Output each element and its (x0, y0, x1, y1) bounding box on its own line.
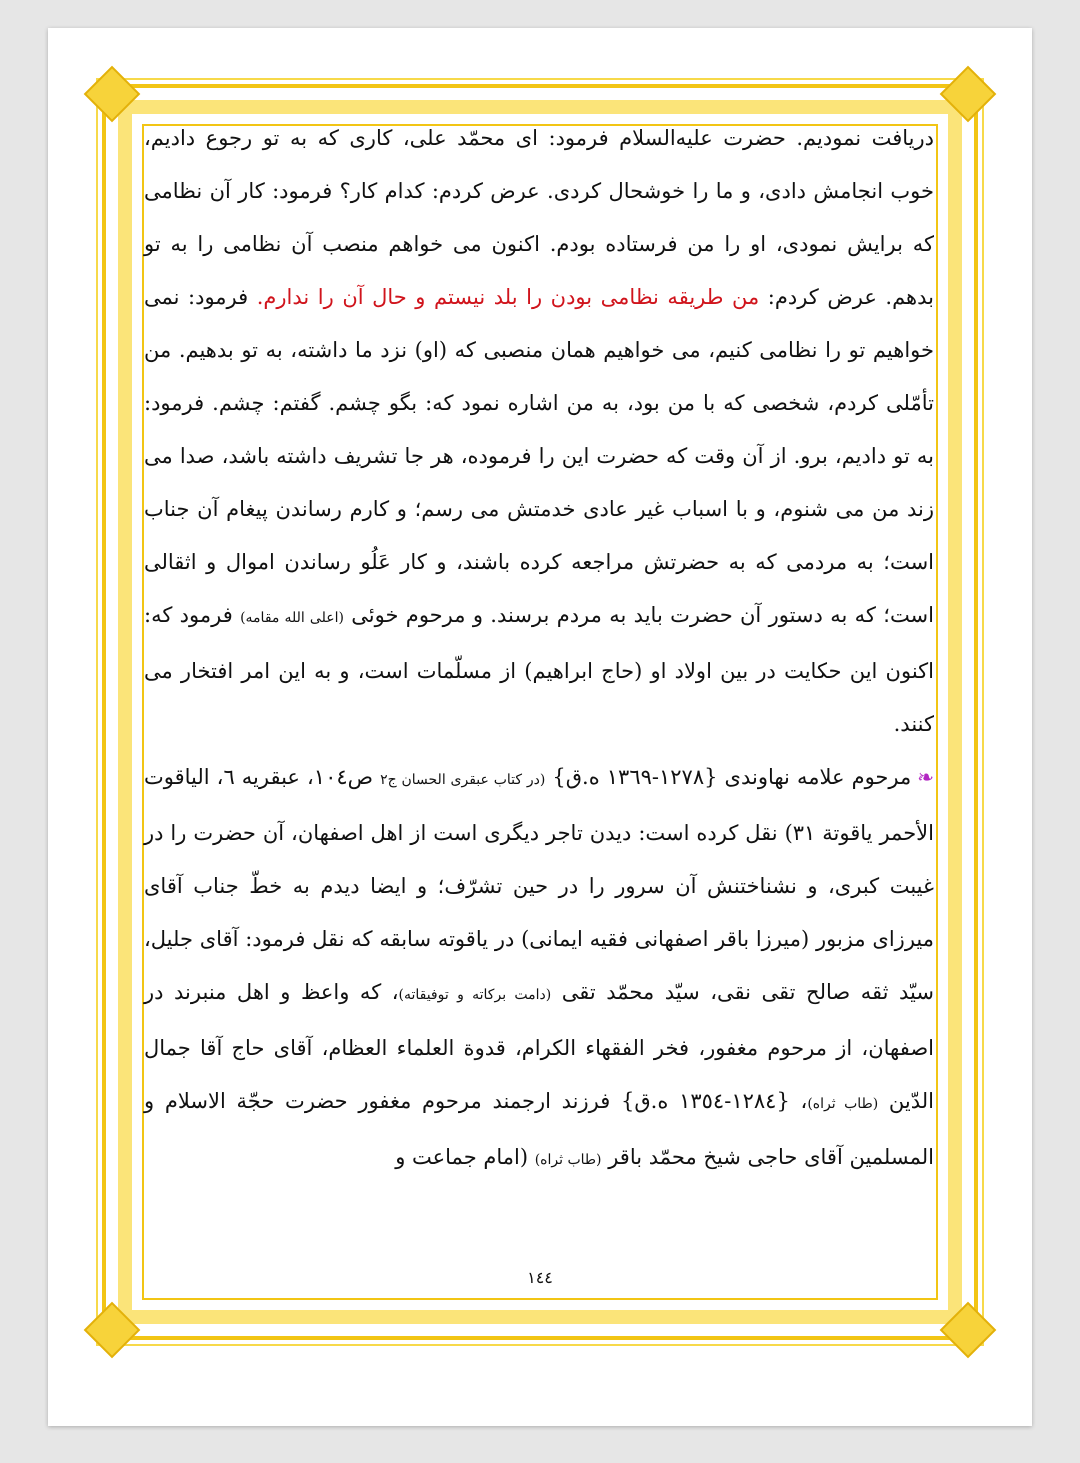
book-page (48, 28, 1032, 1426)
paragraph-2-part-b: ص١٠٤، عبقریه ٦، الیاقوت الأحمر یاقوتة ٣١) نقل کرده است: دیدن تاجر دیگری است از اهل اصفهان، آن حضرت را در غیبت کبری، و نشناختنش آن سرور را در حین تشرّف؛ و ایضا دیدم به خطّ جناب آقای میرزای مزبور (میرزا باقر اصفهانی فقیه ایمانی) در یاقوته سابقه که نقل فرمود: آقای جلیل، سیّد ثقه صالح تقی نقی، سیّد محمّد تقی (144, 765, 934, 1004)
honorific-note: (اعلی الله مقامه) (240, 610, 344, 626)
paragraph-2-part-c: ، که واعظ و اهل منبرند در اصفهان، از مرحوم مغفور، فخر الفقهاء الکرام، قدوة العلماء العظام، آقای حاج آقا جمال الدّین (144, 980, 935, 1113)
honorific-note: (طاب ثراه) (534, 1152, 602, 1168)
source-note: (در کتاب عبقری الحسان ج۲ (380, 772, 546, 788)
paragraph-2-part-d: ، {١٢٨٤-١٣٥٤ ه.ق} فرزند ارجمند مرحوم مغفور حضرت حجّة الاسلام و المسلمین آقای حاجی شیخ محمّد باقر (144, 1089, 934, 1169)
body-text (144, 112, 934, 1187)
highlighted-quote: من طریقه نظامی بودن را بلد نیستم و حال آن را ندارم. (256, 285, 760, 309)
paragraph-1 (144, 112, 934, 751)
paragraph-1-part-c: فرمود که: اکنون این حکایت در بین اولاد او (حاج ابراهیم) از مسلّمات است، و به این امر افتخار می کنند. (144, 603, 934, 736)
paragraph-1-part-b: فرمود: نمی خواهیم تو را نظامی کنیم، می خواهیم همان منصبی که (او) نزد ما داشته، به تو بدهیم. من تأمّلی کردم، شخصی که با من بود، به من اشاره نمود که: بگو چشم. گفتم: چشم. فرمود: به تو دادیم، برو. از آن وقت که حضرت این را فرموده، هر جا تشریف داشته باشد، صدا می زند من می شنوم، و با اسباب غیر عادی خدمتش می رسم؛ و کارم رساندن پیغام آن جناب است؛ به مردمی که به حضرتش مراجعه کرده باشند، و کار عَلُو رساندن اموال و اثقالی است؛ که به دستور آن حضرت باید به مردم برسند. و مرحوم خوئی (144, 285, 934, 627)
page-number: ١٤٤ (527, 1268, 553, 1287)
paragraph-2-part-e: (امام جماعت و (395, 1145, 535, 1169)
paragraph-1-part-a: دریافت نمودیم. حضرت عليه‌السلام فرمود: ای محمّد علی، کاری که به تو رجوع دادیم، خوب انجامش دادی، و ما را خوشحال کردی. عرض کردم: کدام کار؟ فرمود: کار آن نظامی که برایش نمودی، او را من فرستاده بودم. اکنون می خواهم منصب آن نظامی را به تو بدهم. عرض کردم: (144, 126, 934, 309)
honorific-note: (دامت برکاته و توفیقاته) (398, 987, 552, 1003)
paragraph-bullet-icon: ❧ (917, 765, 935, 789)
paragraph-2 (144, 751, 934, 1187)
paragraph-2-part-a: مرحوم علامه نهاوندی {١٢٧٨-١٣٦٩ ه.ق} (545, 765, 912, 789)
honorific-note: (طاب ثراه) (807, 1096, 879, 1112)
